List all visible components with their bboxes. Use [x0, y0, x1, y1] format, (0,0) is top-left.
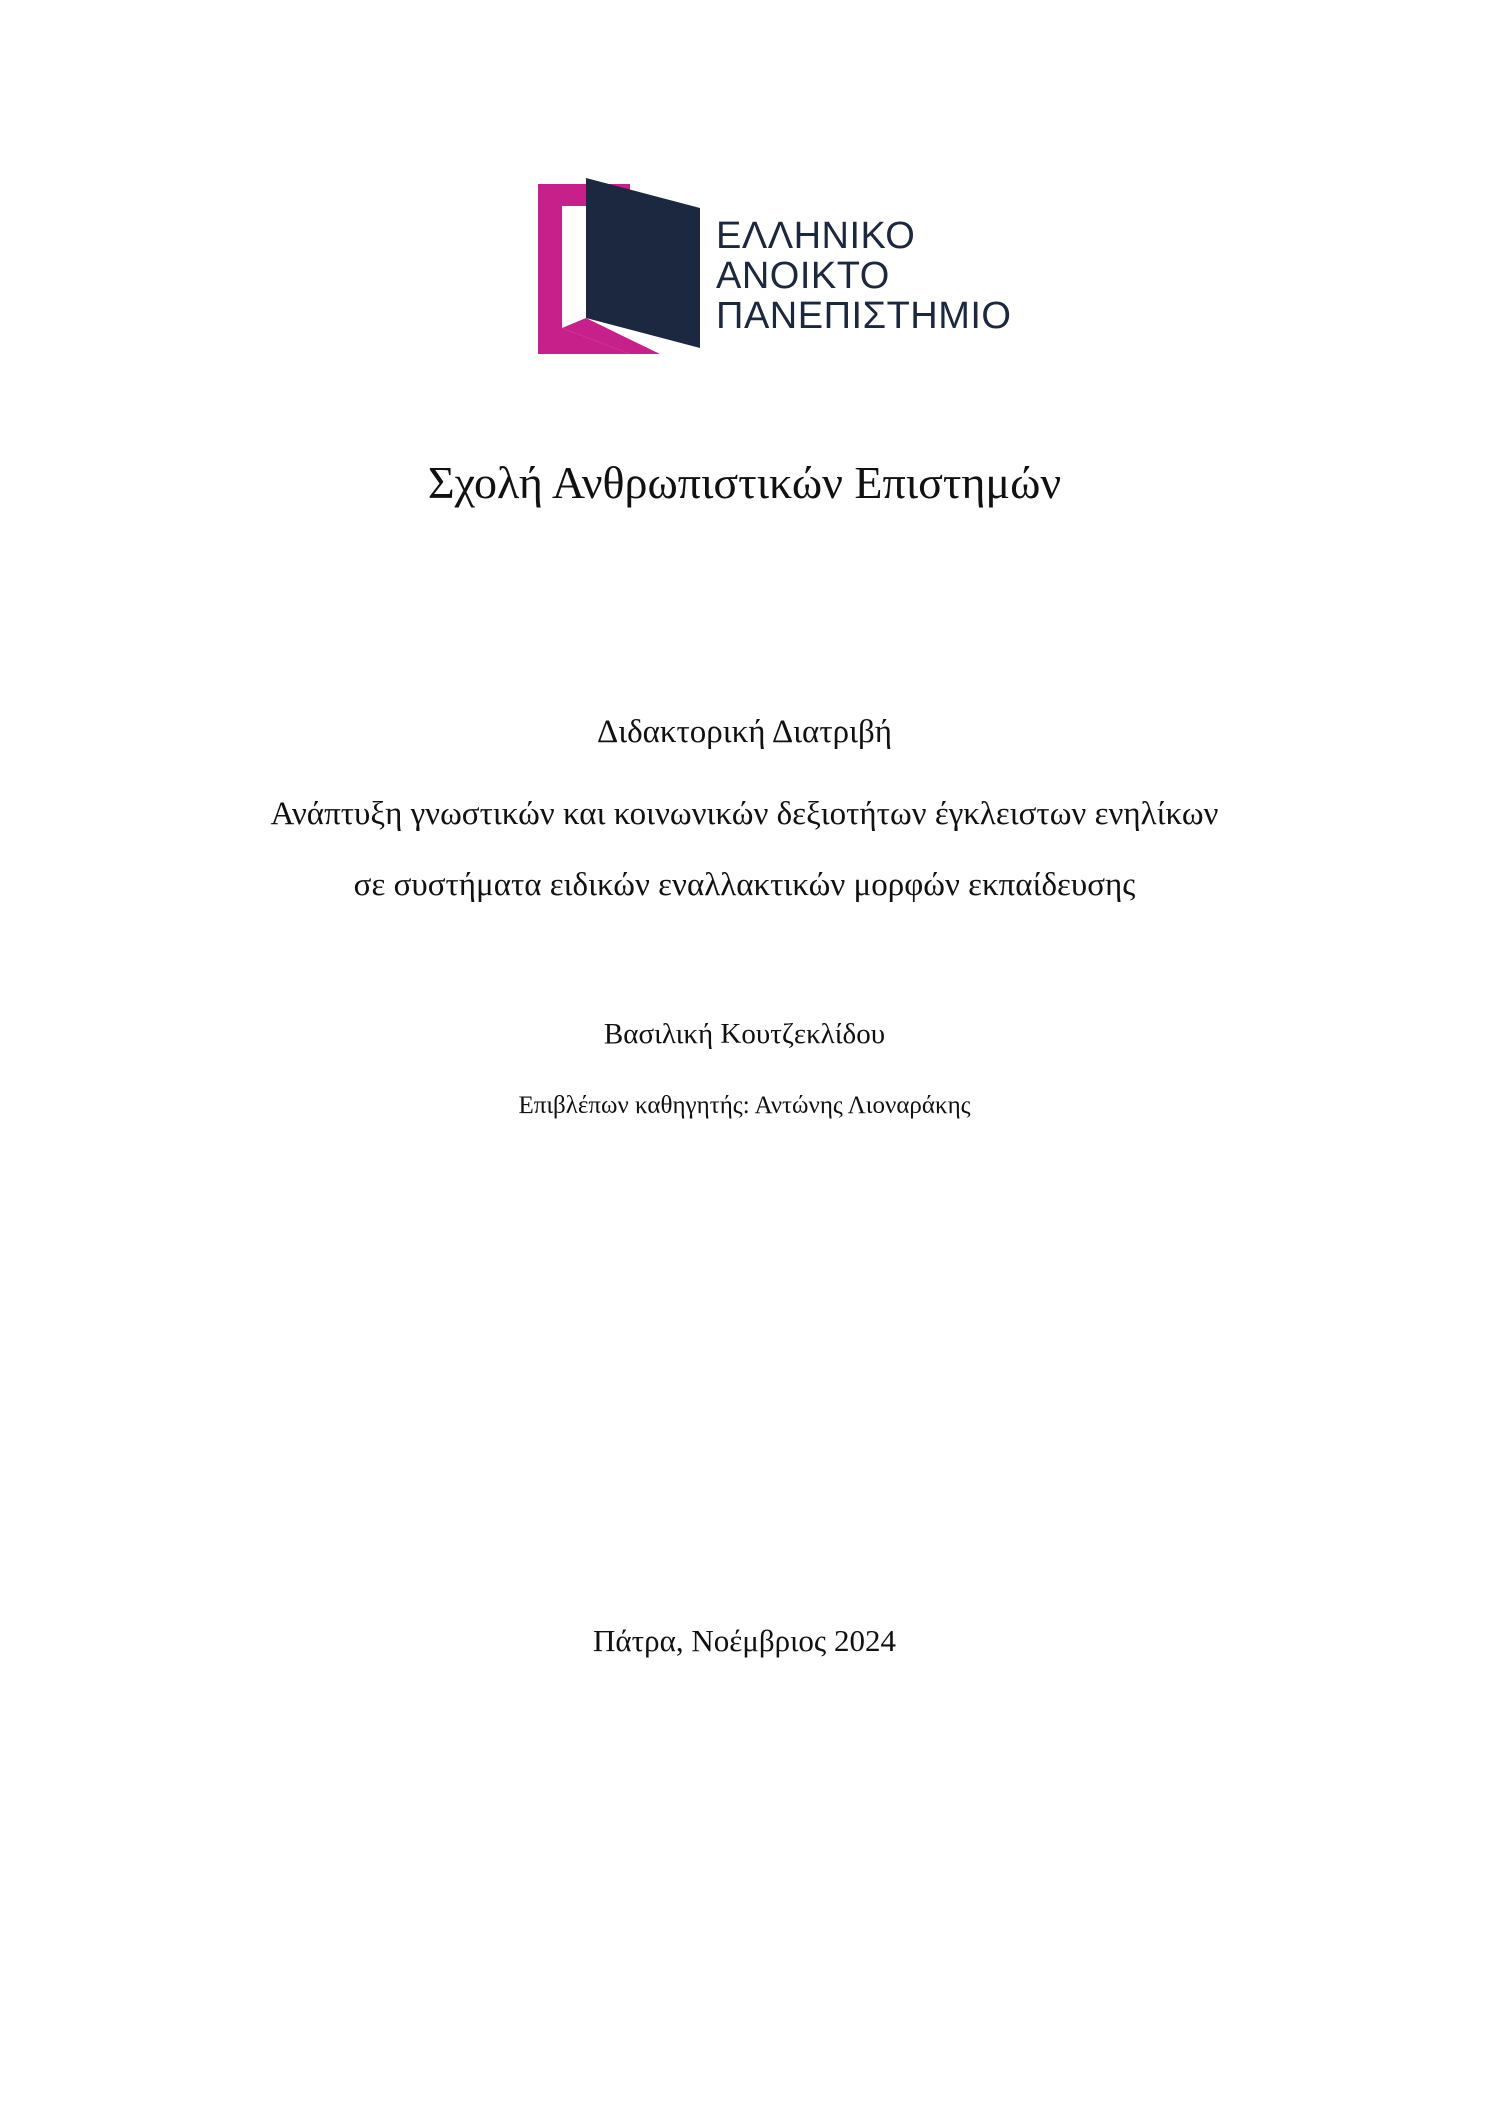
thesis-title-line: Ανάπτυξη γνωστικών και κοινωνικών δεξιοτήτων έγκλειστων ενηλίκων — [270, 796, 1219, 832]
university-logo — [530, 178, 1012, 356]
logo-text-line: ΑΝΟΙΚΤΟ — [716, 255, 890, 297]
supervisor: Επιβλέπων καθηγητής: Αντώνης Λιοναράκης — [518, 1092, 971, 1119]
logo-text — [716, 216, 1016, 336]
author-name: Βασιλική Κουτζεκλίδου — [603, 1018, 886, 1050]
logo-text-line: ΠΑΝΕΠΙΣΤΗΜΙΟ — [716, 295, 1012, 337]
logo-text-line: ΕΛΛΗΝΙΚΟ — [716, 215, 916, 257]
hellenic-open-university-logo-icon — [530, 178, 710, 356]
thesis-type: Διδακτορική Διατριβή — [596, 714, 893, 750]
place-date: Πάτρα, Νοέμβριος 2024 — [593, 1623, 896, 1658]
thesis-title-line: σε συστήματα ειδικών εναλλακτικών μορφών εκπαίδευσης — [353, 867, 1136, 903]
school-name: Σχολή Ανθρωπιστικών Επιστημών — [427, 457, 1062, 508]
